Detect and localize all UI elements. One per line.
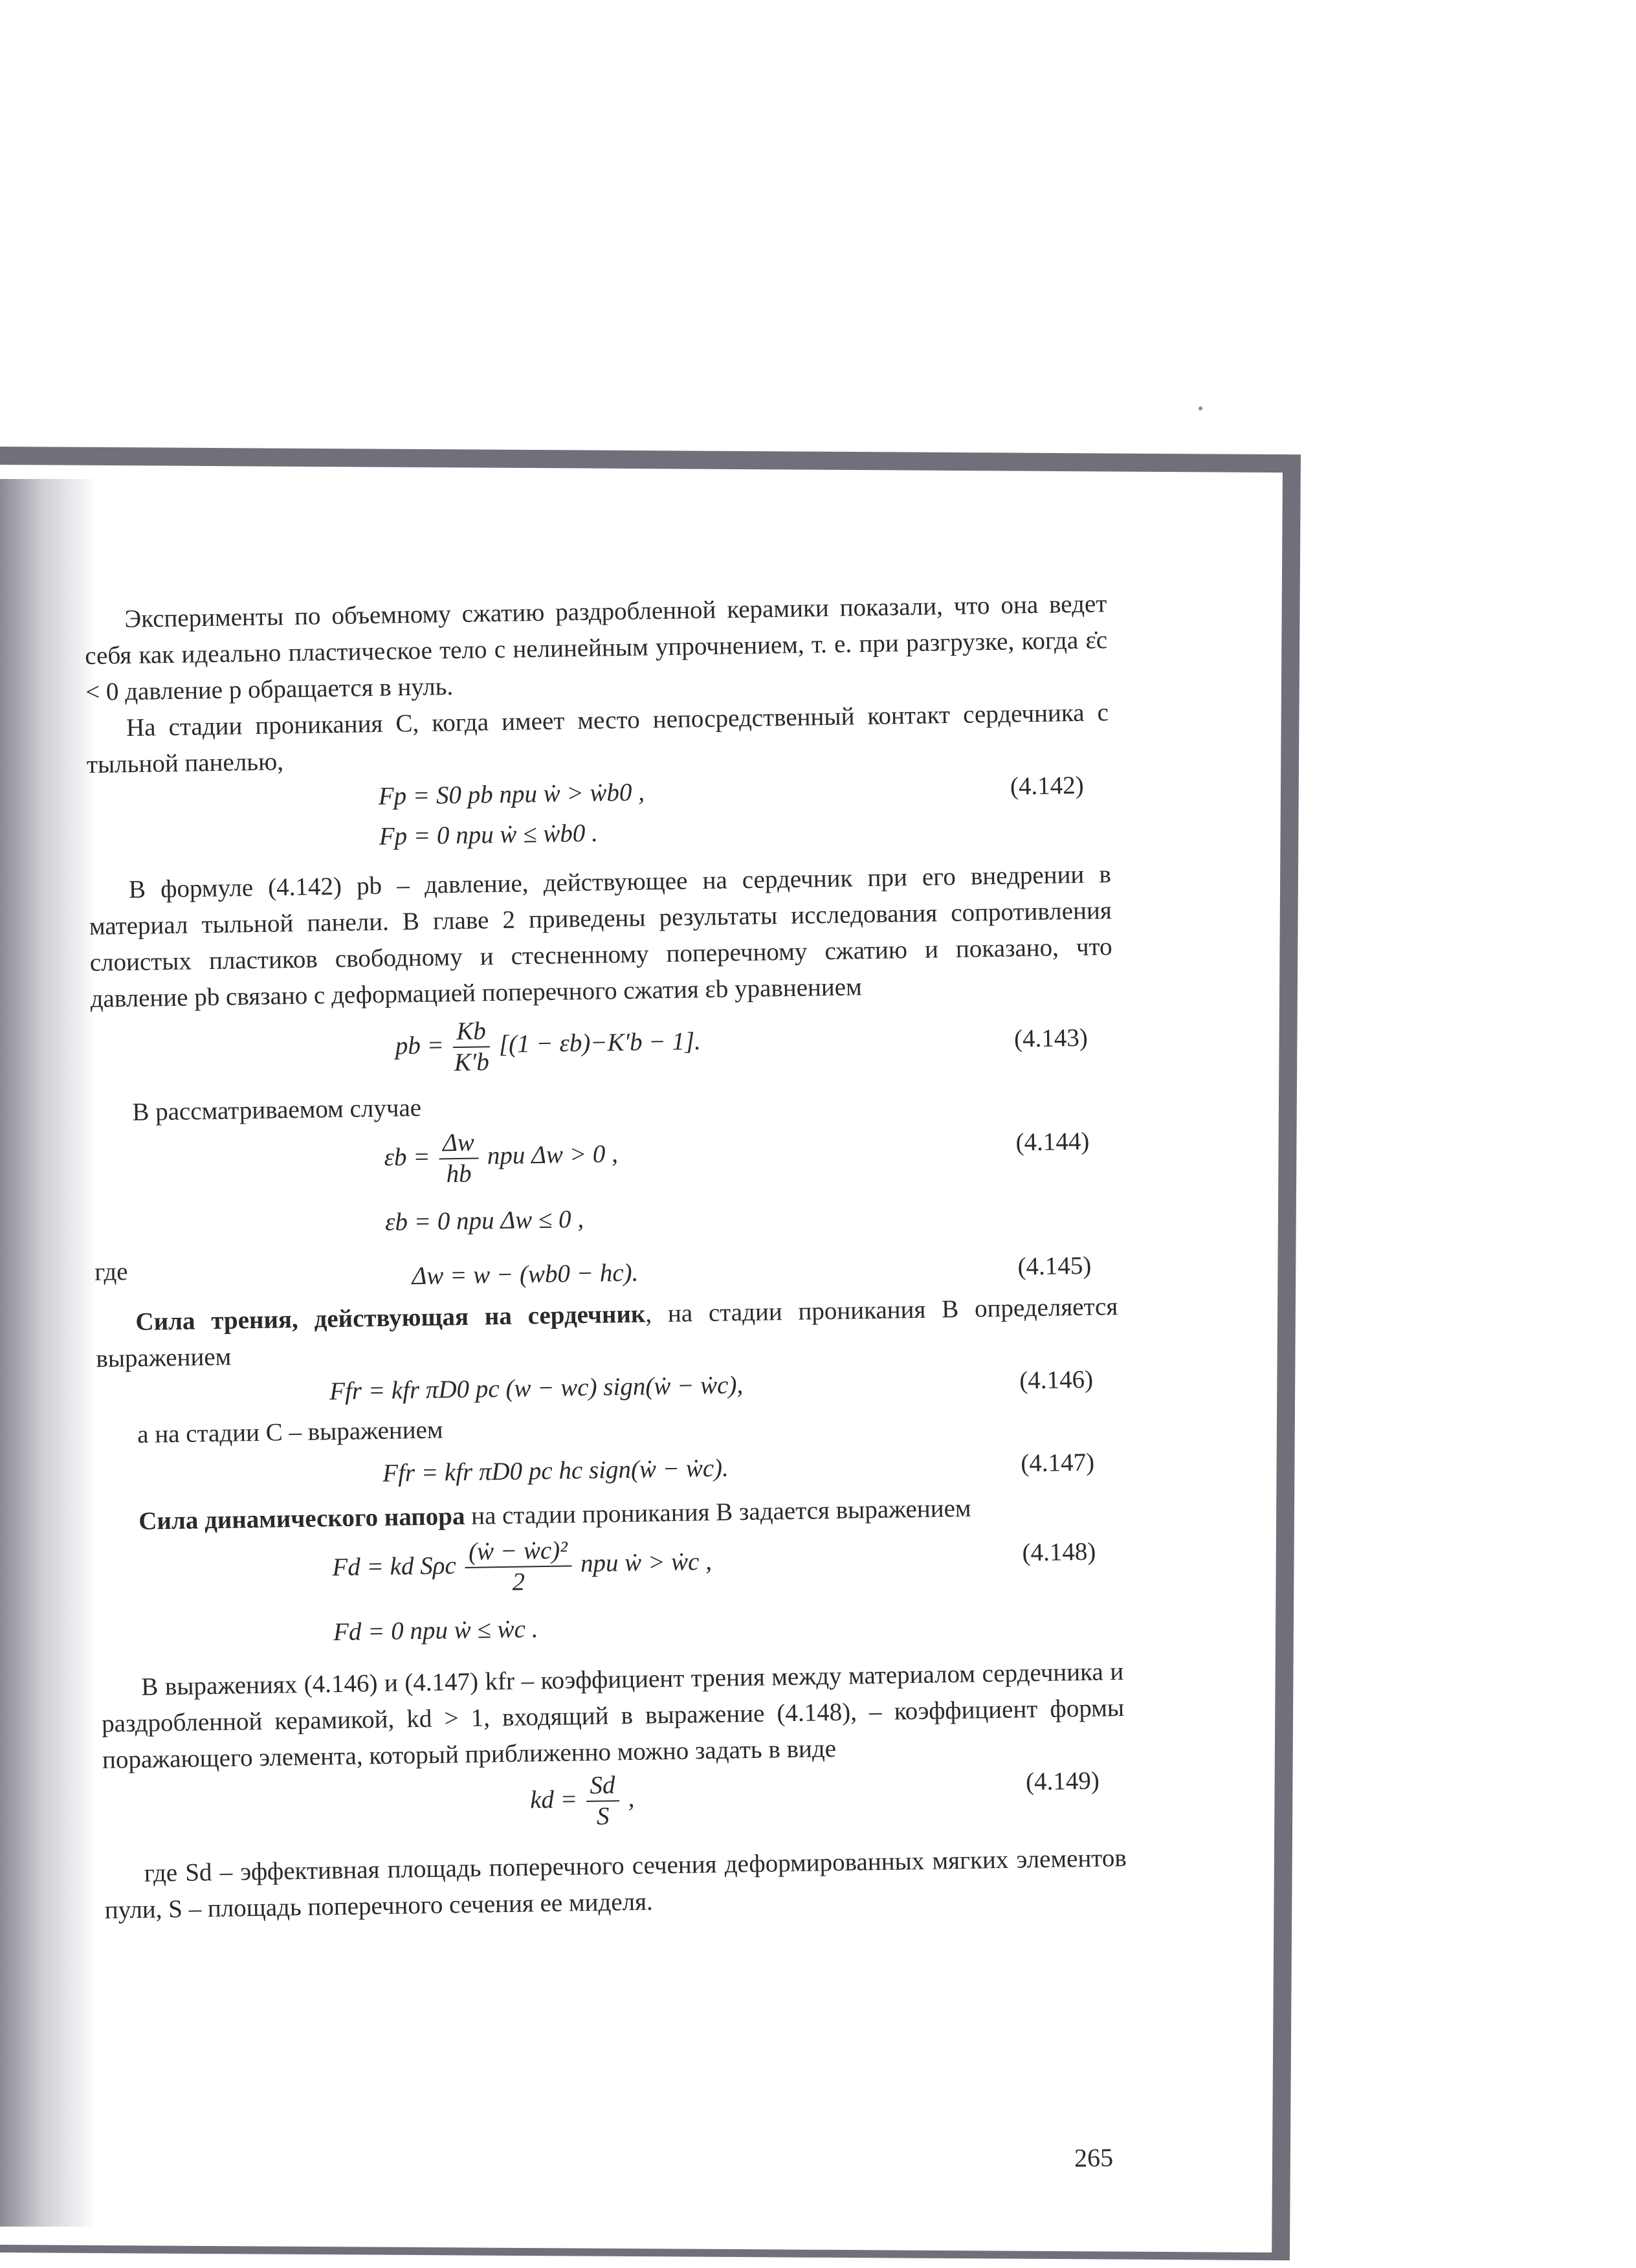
fraction: $\frac{Sd}{S}$ [586, 1770, 619, 1832]
equation-number: (4.149) [1025, 1766, 1100, 1796]
equation-number: (4.146) [1019, 1365, 1094, 1395]
equation-4-145: где Δw = w − (wb0 − hc). (4.145) [94, 1233, 1118, 1301]
equation-4-144a: εb = $\frac{\Delta w}{hb}$ при Δw > 0 , (4.144) [93, 1115, 1116, 1209]
where-label: где [94, 1258, 128, 1286]
equation-4-149: kd = $\frac{Sd}{S}$ , (4.149) [103, 1762, 1127, 1856]
fraction: $\frac{\text{(ẇ − ẇc)²}}{2}$ [465, 1535, 572, 1598]
equation-4-148a: Fd = kd Sρc $\frac{\text{(ẇ − ẇc)²}}{2}$ при ẇ > ẇc , (4.148) [99, 1524, 1123, 1618]
fraction: $\frac{Kb}{K'b}$ [452, 1016, 491, 1078]
equation-number: (4.147) [1021, 1448, 1095, 1478]
equation-4-142b: Fp = 0 при ẇ ≤ ẇb0 . [379, 819, 599, 850]
page-body [84, 586, 1127, 1929]
equation-number: (4.143) [1013, 1023, 1089, 1053]
fraction: $\frac{\Delta w}{hb}$ [439, 1128, 479, 1190]
paragraph-stage-c: На стадии проникания C, когда имеет место непосредственный контакт сердечника с тыльной панелью, [86, 698, 1109, 779]
scan-speck [1199, 406, 1202, 410]
paragraph-stage-c-expression: а на стадии C – выражением [137, 1416, 443, 1449]
page-number: 265 [1074, 2142, 1114, 2173]
equation-number: (4.144) [1015, 1127, 1090, 1157]
equation-number: (4.148) [1022, 1537, 1096, 1567]
dynamic-pressure-heading: Сила динамического напора [138, 1502, 465, 1535]
equation-number: (4.142) [1010, 771, 1084, 801]
equation-4-142a: Fp = S0 pb при ẇ > ẇb0 , (4.142) [87, 767, 1110, 823]
equation-number: (4.145) [1017, 1251, 1092, 1281]
paragraph-pressure-description: В формуле (4.142) pb – давление, действующее на сердечник при его внедрении в материал тыльной панели. В главе 2 приведены результаты исследования сопротивления слоистых пластиков свободному и стесненному поперечному сжатию и показано, что давление pb связано с деформацией поперечного сжатия εb уравнением [89, 860, 1112, 1013]
equation-4-144b: εb = 0 при Δw ≤ 0 , [384, 1205, 584, 1236]
friction-force-heading: Сила трения, действующая на сердечник [135, 1300, 646, 1336]
binding-shadow [0, 479, 97, 2227]
paragraph-considered-case: В рассматриваемом случае [132, 1093, 422, 1126]
paragraph-coefficients: В выражениях (4.146) и (4.147) kfr – коэффициент трения между материалом сердечника и раздробленной керамикой, kd > 1, входящий в выражение (4.148), – коэффициент формы поражающего элемента, который приближенно можно задать в виде [101, 1657, 1125, 1774]
paragraph-ceramic-experiments: Эксперименты по объемному сжатию раздробленной керамики показали, что она ведет себя как идеально пластическое тело с нелинейным упрочнением, т. е. при разгрузке, когда ε̇c < 0 давление p обращается в нуль. [84, 590, 1108, 706]
equation-4-146: Ffr = kfr πD0 pc (w − wc) sign(ẇ − ẇc), (4.146) [96, 1361, 1120, 1418]
paragraph-effective-area: где Sd – эффективная площадь поперечного сечения деформированных мягких элементов пули, S – площадь поперечного сечения ее миделя. [104, 1843, 1127, 1924]
equation-4-148b: Fd = 0 при ẇ ≤ ẇc . [333, 1615, 538, 1647]
paragraph-dynamic-pressure: Сила динамического напора на стадии проникания B задается выражением [138, 1494, 971, 1535]
equation-4-143: pb = $\frac{Kb}{K'b}$ [(1 − εb)−K′b − 1]. (4.143) [91, 1001, 1114, 1095]
equation-4-147: Ffr = kfr πD0 pc hc sign(ẇ − ẇc). (4.147) [98, 1438, 1121, 1504]
paragraph-friction-force: Сила трения, действующая на сердечник, на стадии проникания B определяется выражением [96, 1293, 1118, 1373]
